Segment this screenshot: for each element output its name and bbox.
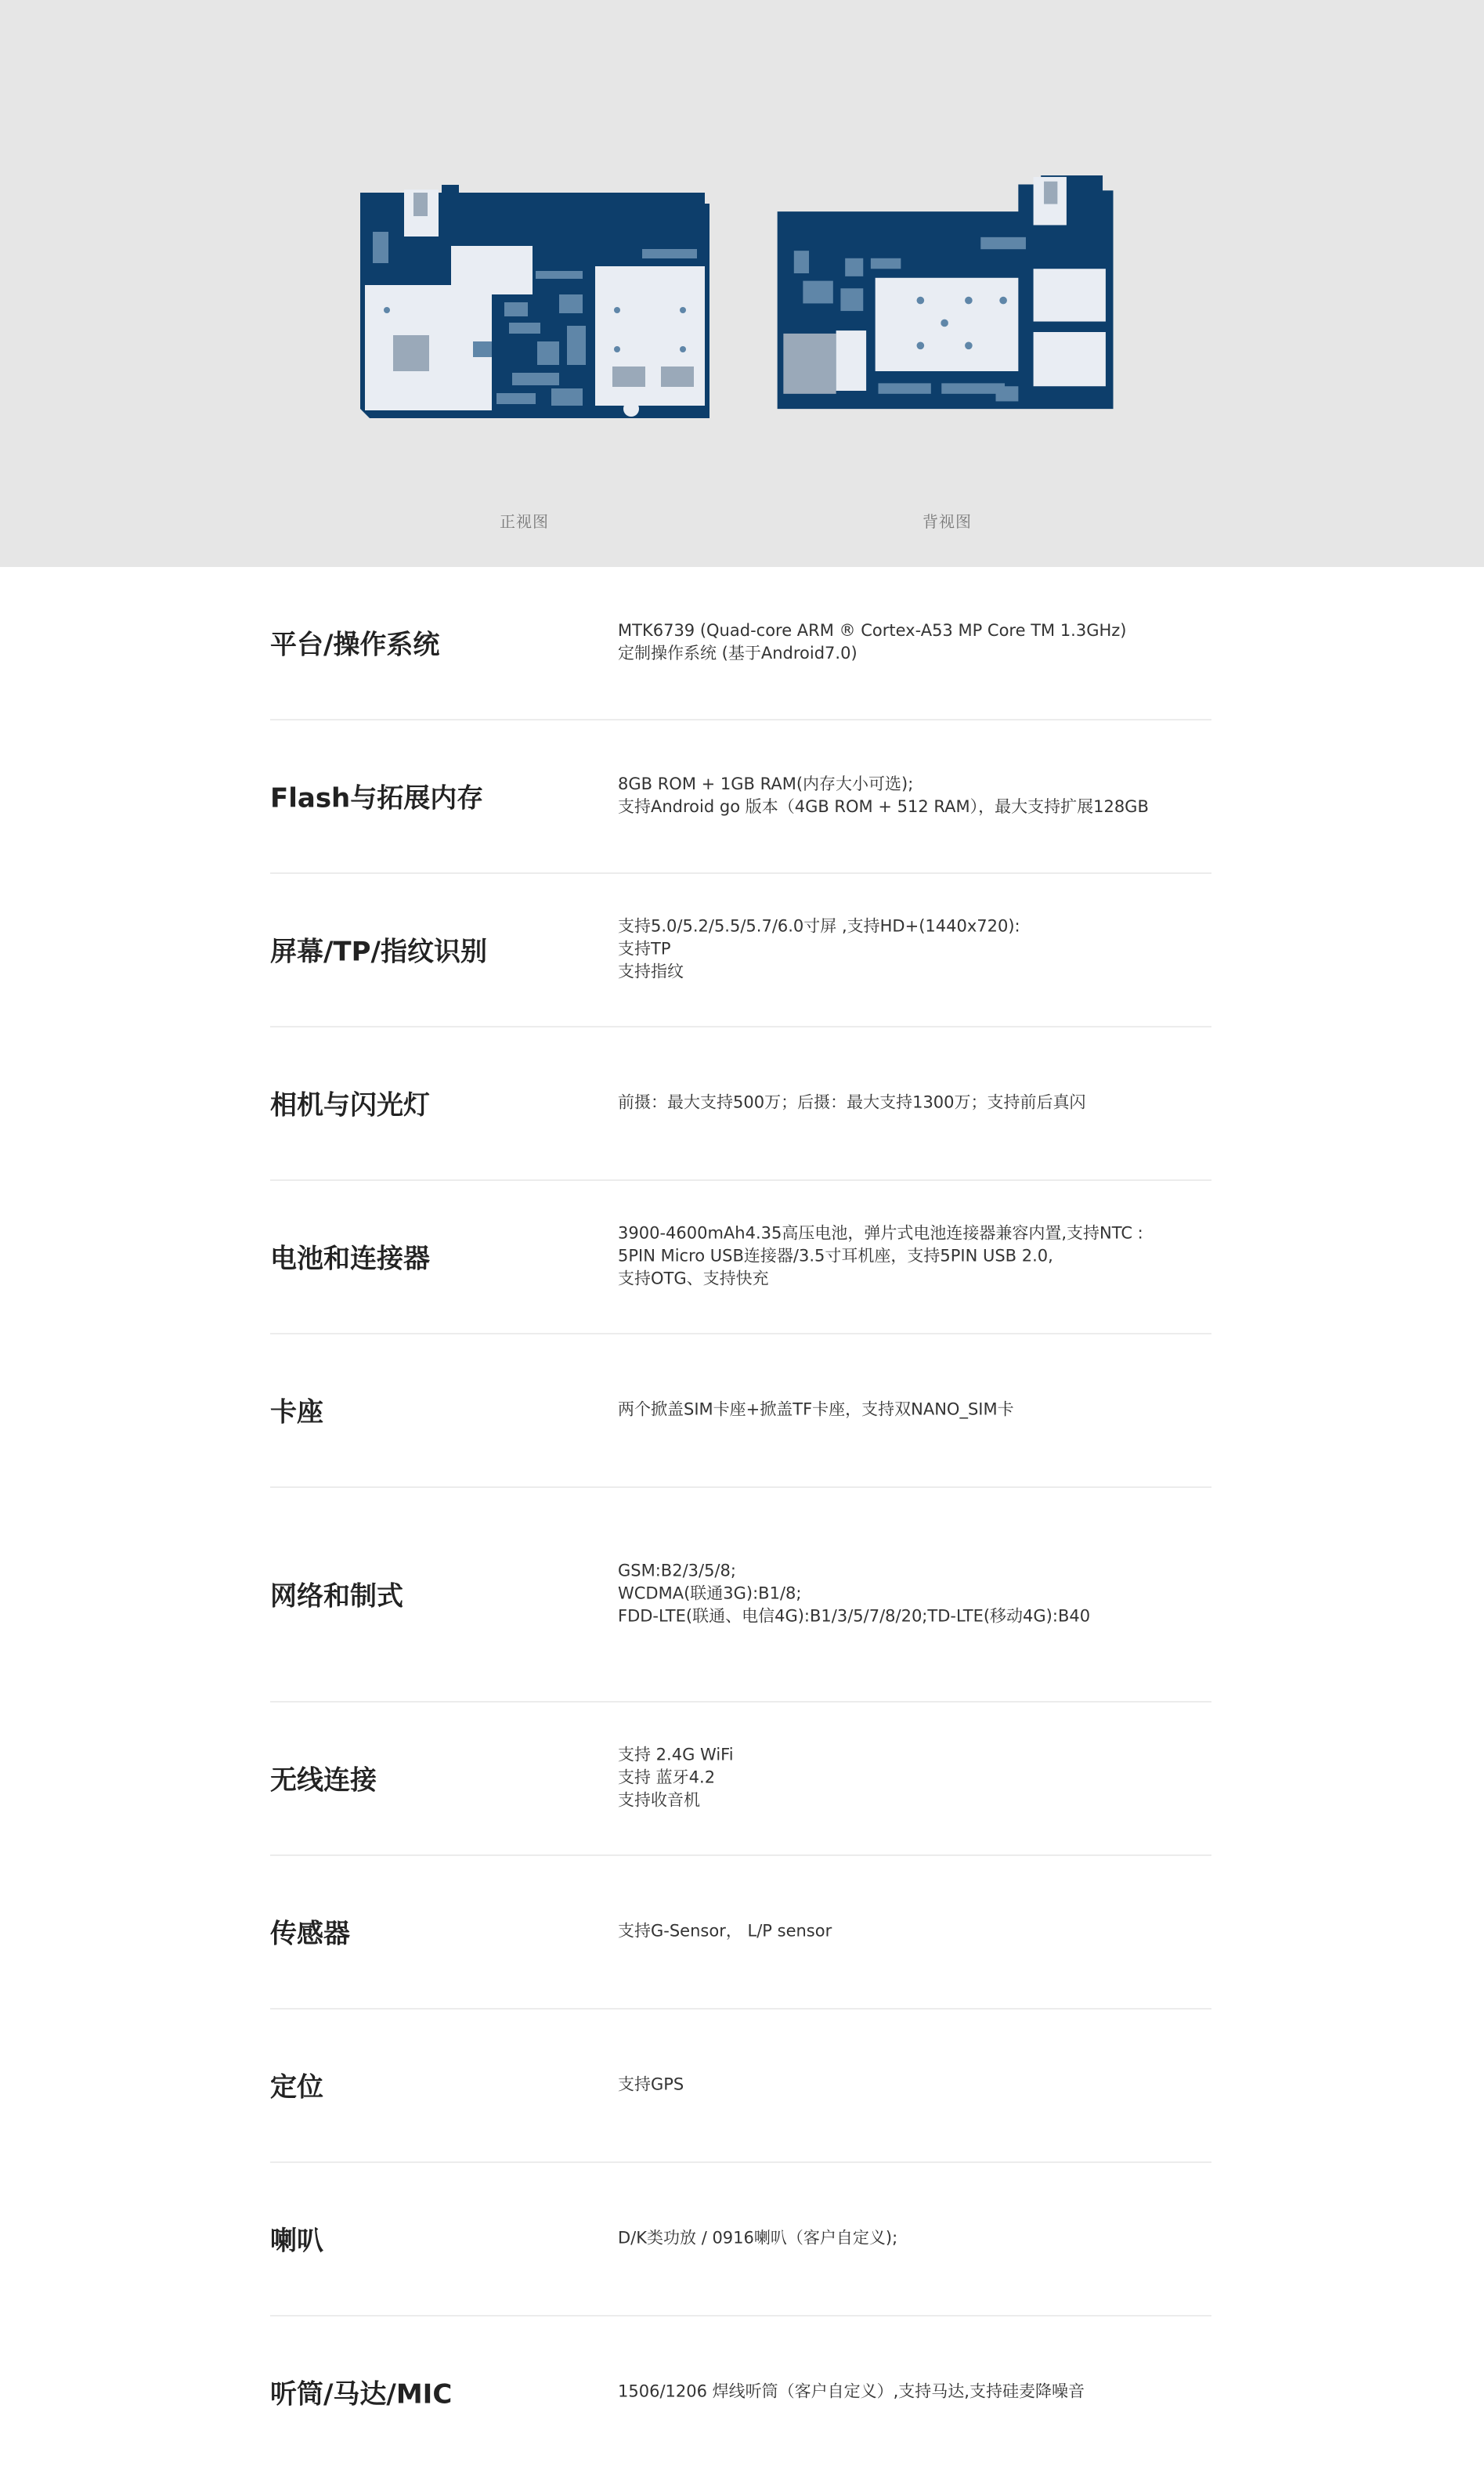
- pcb-front-chip-left: [393, 335, 429, 371]
- spec-label: 无线连接: [270, 1764, 377, 1796]
- spec-value-line: MTK6739 (Quad-core ARM ® Cortex-A53 MP Core TM 1.3GHz): [618, 621, 1127, 640]
- back-view-caption: 背视图: [923, 512, 972, 531]
- spec-value-line: 支持Android go 版本（4GB ROM + 512 RAM），最大支持扩展128GB: [618, 797, 1149, 816]
- spec-row: [270, 1181, 1211, 1334]
- spec-value-line: 支持 蓝牙4.2: [618, 1768, 716, 1787]
- spec-value-line: 支持 2.4G WiFi: [618, 1745, 734, 1764]
- spec-value-line: 支持G-Sensor， L/P sensor: [618, 1921, 832, 1941]
- spec-value-line: GSM:B2/3/5/8;: [618, 1561, 736, 1580]
- spec-value: [618, 1744, 734, 1812]
- spec-label: 听筒/马达/MIC: [270, 2378, 453, 2410]
- spec-value-line: 支持GPS: [618, 2075, 684, 2094]
- spec-value-line: 支持收音机: [618, 1790, 700, 1810]
- spec-label: 喇叭: [270, 2225, 323, 2257]
- pcb-back-sim-slot-b: [1034, 332, 1106, 386]
- spec-value: [618, 2381, 1085, 2403]
- spec-value-line: 支持TP: [618, 939, 671, 959]
- spec-row: [270, 2163, 1211, 2316]
- spec-label: 屏幕/TP/指纹识别: [270, 936, 487, 968]
- pcb-front-connector-inner: [413, 193, 428, 216]
- spec-label: 定位: [270, 2071, 323, 2103]
- spec-row: [270, 1703, 1211, 1856]
- spec-row: [270, 2316, 1211, 2470]
- pcb-back-connector-inner: [1044, 182, 1057, 204]
- spec-value-line: D/K类功放 / 0916喇叭（客户自定义);: [618, 2228, 898, 2248]
- spec-value-line: 3900-4600mAh4.35高压电池，弹片式电池连接器兼容内置,支持NTC :: [618, 1223, 1143, 1243]
- spec-value: [618, 1222, 1143, 1291]
- spec-value: [618, 2074, 684, 2096]
- spec-label: 卡座: [270, 1396, 323, 1428]
- spec-value: [618, 2227, 897, 2250]
- spec-value: [618, 1560, 1090, 1628]
- front-view-caption: 正视图: [500, 512, 549, 531]
- pcb-back-tf-slot-inner: [836, 330, 866, 391]
- spec-value: [618, 1920, 832, 1943]
- spec-value-line: 支持OTG、支持快充: [618, 1269, 769, 1288]
- spec-row: [270, 1334, 1211, 1488]
- spec-value: [618, 1092, 1086, 1114]
- spec-label: 相机与闪光灯: [270, 1089, 430, 1121]
- spec-row: [270, 874, 1211, 1027]
- spec-label: 传感器: [270, 1918, 350, 1950]
- spec-value-line: FDD-LTE(联通、电信4G):B1/3/5/7/8/20;TD-LTE(移动4G):B40: [618, 1606, 1091, 1626]
- spec-value: [618, 915, 1020, 984]
- pcb-front-view-image: [356, 185, 717, 420]
- spec-value-line: 1506/1206 焊线听筒（客户自定义）,支持马达,支持硅麦降噪音: [618, 2381, 1085, 2401]
- spec-table: [270, 567, 1211, 2470]
- pcb-front-screw-hole: [623, 401, 639, 417]
- spec-value-line: 5PIN Micro USB连接器/3.5寸耳机座，支持5PIN USB 2.0,: [618, 1246, 1053, 1266]
- spec-value-line: WCDMA(联通3G):B1/8;: [618, 1583, 802, 1603]
- hero-banner: [0, 0, 1484, 567]
- spec-label: 网络和制式: [270, 1580, 403, 1612]
- spec-label: 电池和连接器: [270, 1243, 430, 1275]
- spec-row: [270, 2010, 1211, 2163]
- spec-value-line: 前摄：最大支持500万；后摄：最大支持1300万；支持前后真闪: [618, 1092, 1086, 1112]
- spec-row: [270, 567, 1211, 720]
- pcb-back-view-image: [766, 175, 1128, 410]
- pcb-back-sim-slot-a: [1034, 269, 1106, 321]
- spec-value: [618, 1399, 1014, 1421]
- spec-label: Flash与拓展内存: [270, 782, 484, 814]
- spec-value-line: 定制操作系统 (基于Android7.0): [618, 644, 858, 663]
- spec-value-line: 8GB ROM + 1GB RAM(内存大小可选);: [618, 775, 914, 793]
- spec-row: [270, 1856, 1211, 2010]
- spec-value-line: 两个掀盖SIM卡座+掀盖TF卡座，支持双NANO_SIM卡: [618, 1399, 1014, 1419]
- spec-value-line: 支持指纹: [618, 962, 684, 981]
- pcb-back-tf-slot: [783, 334, 836, 394]
- spec-row: [270, 720, 1211, 874]
- spec-value: [618, 619, 1127, 665]
- spec-row: [270, 1027, 1211, 1181]
- spec-row: [270, 1488, 1211, 1703]
- pcb-front-chip-right-b: [661, 367, 694, 387]
- spec-value: [618, 773, 1149, 818]
- spec-label: 平台/操作系统: [270, 629, 440, 661]
- pcb-front-chip-right-a: [612, 367, 645, 387]
- spec-value-line: 支持5.0/5.2/5.5/5.7/6.0寸屏 ,支持HD+(1440x720):: [618, 916, 1020, 936]
